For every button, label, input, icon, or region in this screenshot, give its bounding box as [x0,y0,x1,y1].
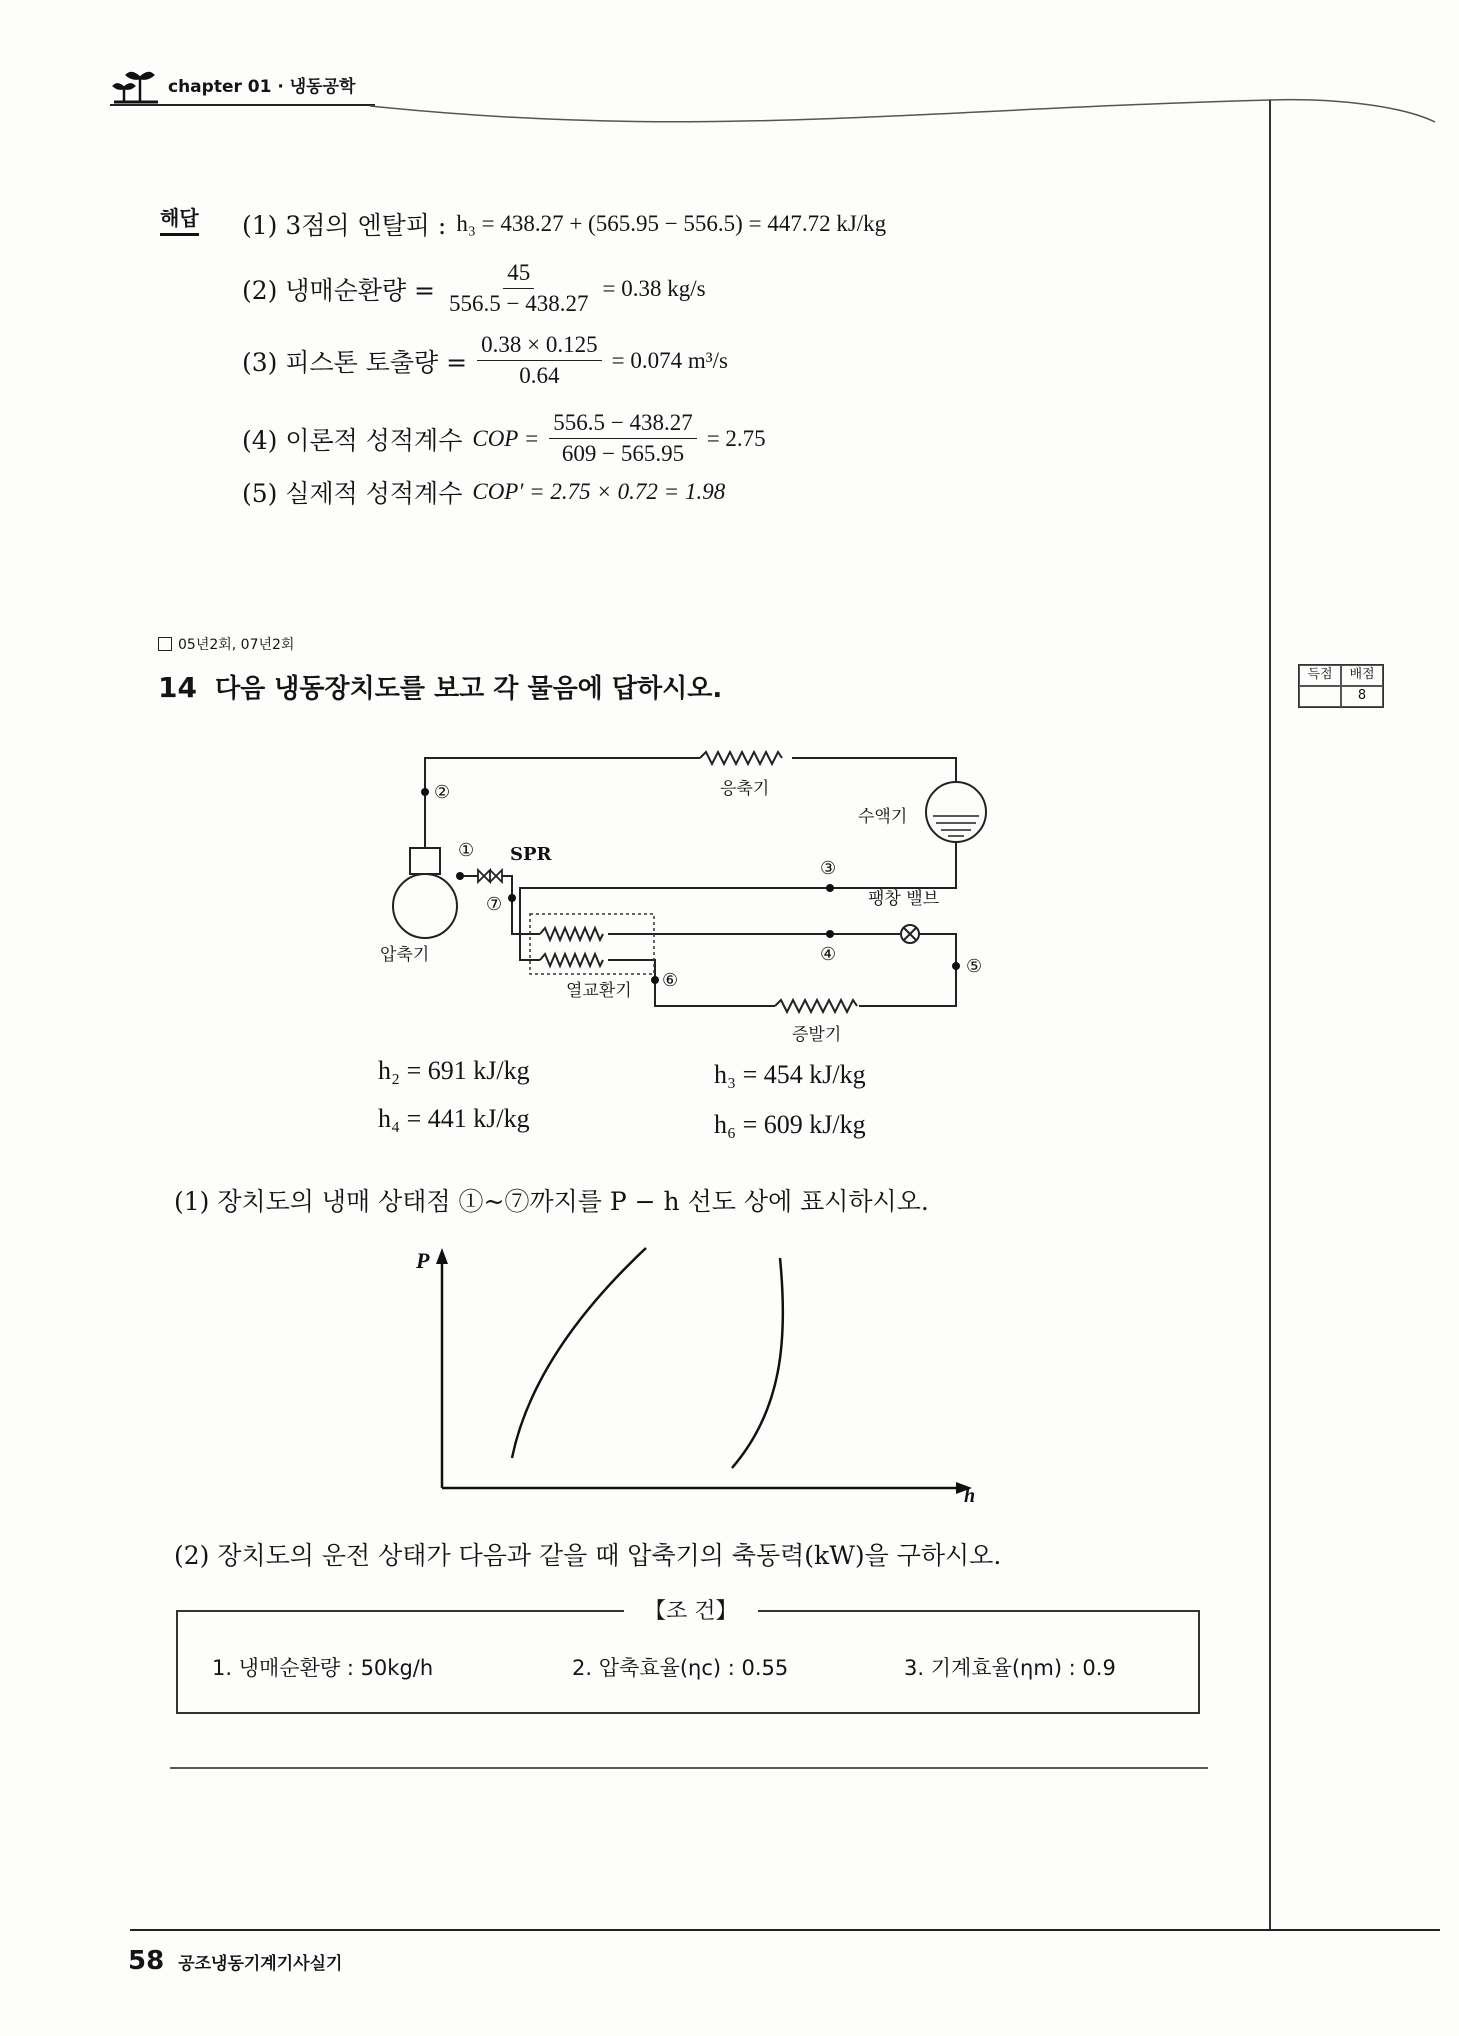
sub-question-2: (2) 장치도의 운전 상태가 다음과 같을 때 압축기의 축동력(kW)을 구하시오. [174,1541,1002,1570]
label-receiver: 수액기 [858,807,908,827]
spr-valve [478,870,490,882]
sub-question-1: (1) 장치도의 냉매 상태점 ①~⑦까지를 P − h 선도 상에 표시하시오. [174,1187,929,1216]
numerator: 0.38 × 0.125 [477,332,601,361]
answer-label: (3) 피스톤 토출량 = [242,347,468,377]
checkbox-icon [158,637,172,651]
answer-result: = 0.38 kg/s [602,275,706,301]
label-condenser: 응축기 [720,779,770,799]
point-4: ④ [820,944,837,965]
condenser-coil [700,752,782,764]
label-spr: SPR [510,844,552,865]
answer-result: = 0.074 m³/s [611,347,728,373]
numerator: 556.5 − 438.27 [549,410,696,439]
answer-tag: 해답 [160,202,199,236]
h-axis-label: h [964,1485,976,1507]
answer-expr: h₃ = 438.27 + (565.95 − 556.5) = 447.72 kJ/kg [456,211,887,236]
score-header-2: 배점 [1341,665,1383,686]
score-box [1298,664,1384,708]
hx-coil-lower [540,954,603,966]
condition-box [176,1599,1200,1714]
fraction [477,332,601,389]
saturated-liquid-line [512,1248,646,1458]
page-number: 58 [128,1946,165,1976]
given-h3: h₃ = 454 kJ/kg [714,1060,866,1089]
fraction [445,260,592,317]
label-heat-exchanger: 열교환기 [566,981,632,1001]
question-number: 14 [158,671,197,704]
fraction [549,410,696,467]
point-6: ⑥ [662,970,679,991]
answer-item-3 [242,332,728,389]
score-header-1: 득점 [1299,665,1341,686]
answer-item-5 [242,474,725,510]
receiver-liquid [933,816,979,836]
hx-coil-upper [540,928,603,940]
label-compressor: 압축기 [380,945,430,965]
label-expansion-valve: 팽창 밸브 [868,889,940,909]
score-earned [1299,686,1341,707]
history-text: 05년2회, 07년2회 [178,637,295,653]
condition-2: 2. 압축효율(ηc) : 0.55 [572,1656,789,1680]
cop-prefix: COP = [472,425,540,451]
footer [128,1946,342,1976]
ph-diagram [410,1240,990,1510]
condition-1: 1. 냉매순환량 : 50kg/h [212,1656,434,1680]
question-text: 다음 냉동장치도를 보고 각 물음에 답하시오. [214,674,723,704]
book-title: 공조냉동기계기사실기 [178,1954,343,1974]
point-5: ⑤ [966,956,983,977]
chapter-title: chapter 01 · 냉동공학 [168,77,356,97]
given-h4: h₄ = 441 kJ/kg [378,1104,530,1133]
compressor-head [410,848,440,874]
answer-label: (5) 실제적 성적계수 [242,479,463,508]
numerator: 45 [503,260,534,289]
condition-3: 3. 기계효율(ηm) : 0.9 [904,1656,1116,1680]
label-evaporator: 증발기 [792,1025,842,1045]
given-h6: h₆ = 609 kJ/kg [714,1110,866,1139]
answer-expr: COP′ = 2.75 × 0.72 = 1.98 [472,479,726,504]
answer-result: = 2.75 [706,425,766,451]
p-axis-label: P [416,1248,430,1273]
answer-item-4 [242,410,766,467]
saturated-vapor-line [732,1258,783,1468]
answer-label: (4) 이론적 성적계수 [242,425,463,455]
answer-label: (1) 3점의 엔탈피 : [242,211,447,240]
point-2: ② [434,782,451,803]
answer-label: (2) 냉매순환량 = [242,275,436,305]
answer-item-2 [242,260,706,317]
point-1: ① [458,840,475,861]
denominator: 609 − 565.95 [561,441,685,466]
point-3: ③ [820,858,837,879]
question-title [158,668,722,705]
compressor-body [393,874,457,938]
point-7: ⑦ [486,894,503,915]
condition-title: 【조 건】 [624,1594,758,1625]
score-value: 8 [1341,686,1383,707]
evaporator-coil [775,1000,857,1012]
given-h2: h₂ = 691 kJ/kg [378,1056,530,1085]
answer-item-1 [242,206,886,242]
question-history [158,634,294,654]
refrigeration-diagram [380,748,1020,1058]
denominator: 556.5 − 438.27 [449,291,589,316]
denominator: 0.64 [519,363,560,388]
